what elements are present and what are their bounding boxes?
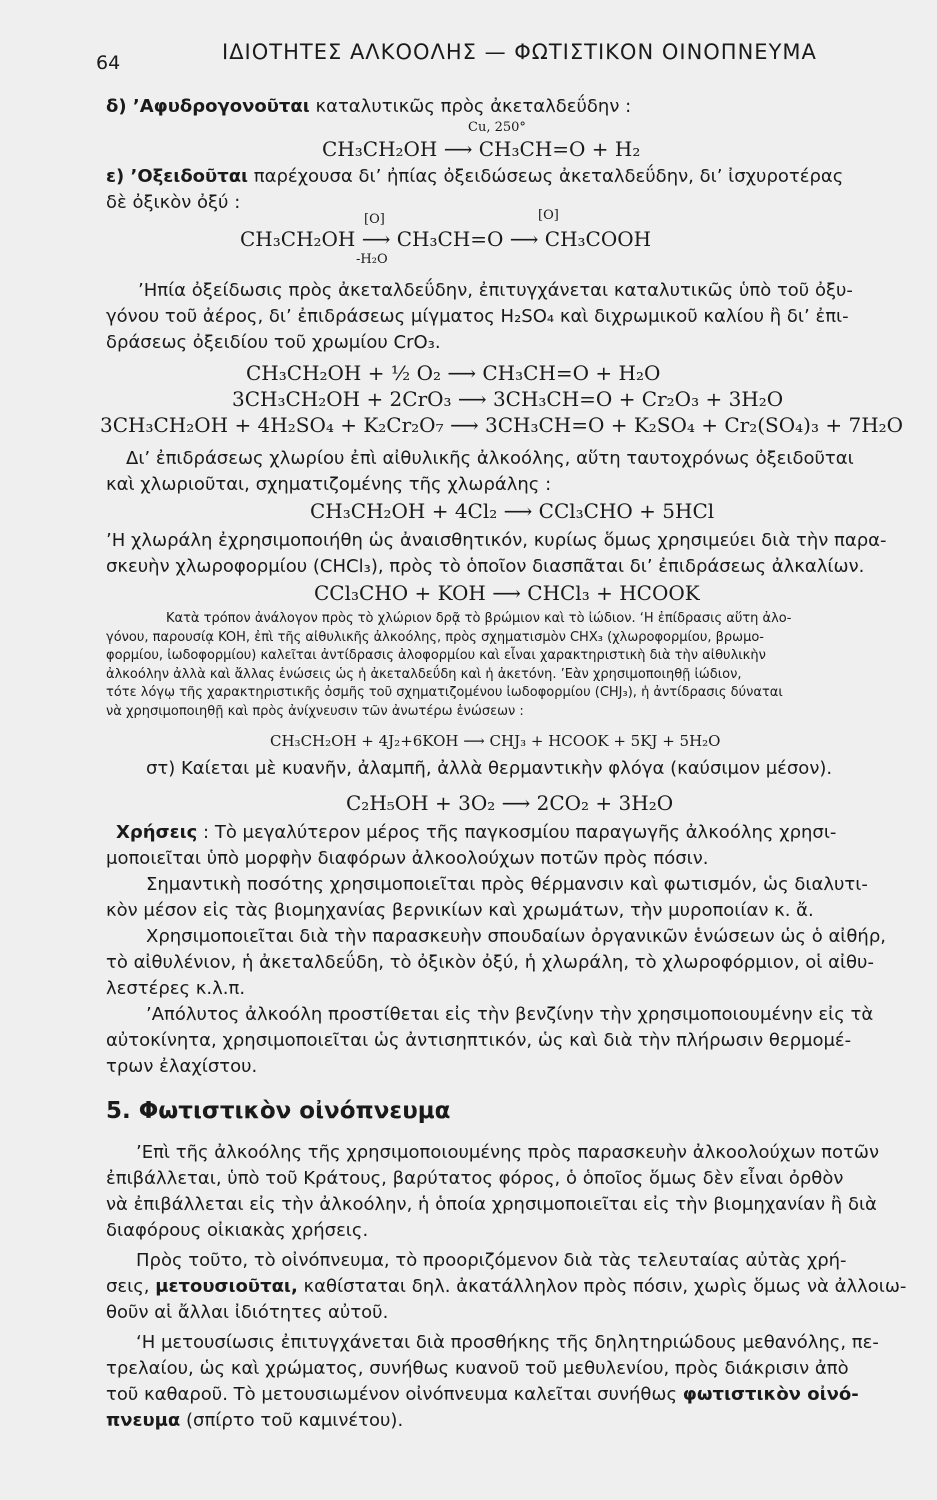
text-line: γόνου, παρουσίᾳ KOH, ἐπὶ τῆς αἰθυλικῆς ἀλκοόλης, πρὸς σχηματισμὸν CHX₃ (χλωροφορμίου, βρωμο- [106,629,764,645]
chlorine-equation: CH₃CH₂OH + 4Cl₂ ⟶ CCl₃CHO + 5HCl [310,499,715,523]
section-d-line [106,94,926,120]
text-line: διαφόρους οἰκιακὰς χρήσεις. [106,1220,369,1241]
text-line: Χρησιμοποιεῖται διὰ τὴν παρασκευὴν σπουδαίων ὀργανικῶν ἑνώσεων ὡς ὁ αἰθήρ, [146,926,886,947]
section-e-equation: CH₃CH₂OH ⟶ CH₃CH=O ⟶ CH₃COOH [240,227,652,251]
section-e-line1: παρέχουσα δι’ ἠπίας ὀξειδώσεως ἀκεταλδεΰδην, δι’ ἰσχυροτέρας [248,166,844,187]
text-line: ‘Η μετουσίωσις ἐπιτυγχάνεται διὰ προσθήκης τῆς δηλητηριώδους μεθανόλης, πε- [136,1332,879,1353]
text-line: : Τὸ μεγαλύτερον μέρος τῆς παγκοσμίου παραγωγῆς ἀλκοόλης χρησι- [197,822,837,843]
equation-mild-3: 3CH₃CH₂OH + 4H₂SO₄ + K₂Cr₂O₇ ⟶ 3CH₃CH=O + K₂SO₄ + Cr₂(SO₄)₃ + 7H₂O [100,413,904,437]
section-5-para-3 [106,1330,926,1434]
text-line: καὶ χλωριοῦται, σχηματιζομένης τῆς χλωράλης : [106,474,552,495]
text-line: ’Απόλυτος ἀλκοόλη προστίθεται εἰς τὴν βενζίνην τὴν χρησιμοποιουμένην εἰς τὰ [146,1004,874,1025]
text-line: ’Η χλωράλη ἐχρησιμοποιήθη ὡς ἀναισθητικόν, κυρίως ὅμως χρησιμεύει διὰ τὴν παρα- [106,530,887,551]
text-line: ’Επὶ τῆς ἀλκοόλης τῆς χρησιμοποιουμένης πρὸς παρασκευὴν ἀλκοολούχων ποτῶν [136,1142,879,1163]
section-d-text: καταλυτικῶς πρὸς ἀκεταλδεΰδην : [309,96,632,117]
section-st-line: στ) Καίεται μὲ κυανῆν, ἀλαμπῆ, ἀλλὰ θερμαντικὴν φλόγα (καύσιμον μέσον). [146,758,833,779]
section-d-condition: Cu, 250° [468,120,526,135]
text-line: Κατὰ τρόπον ἀνάλογον πρὸς τὸ χλώριον δρᾷ τὸ βρώμιον καὶ τὸ ἰώδιον. ‘Η ἐπίδρασις αὕτη ἀλο- [166,611,792,626]
text-line: τρελαίου, ὡς καὶ χρώματος, συνήθως κυανοῦ τοῦ μεθυλενίου, πρὸς διάκρισιν ἀπὸ [106,1358,849,1379]
text-line: θοῦν αἱ ἄλλαι ἰδιότητες αὐτοῦ. [106,1302,389,1323]
minus-water-label: -H₂O [356,252,388,267]
running-header: ΙΔΙΟΤΗΤΕΣ ΑΛΚΟΟΛΗΣ — ΦΩΤΙΣΤΙΚΟΝ ΟΙΝΟΠΝΕΥΜΑ [222,40,817,64]
chloral-para [106,528,926,580]
text-line: τὸ αἰθυλένιον, ἡ ἀκεταλδεΰδη, τὸ ὀξικὸν ὀξύ, ἡ χλωράλη, τὸ χλωροφόρμιον, οἱ αἰθυ- [106,952,874,973]
text-line: μοποιεῖται ὑπὸ μορφὴν διαφόρων ἀλκοολούχων ποτῶν πρὸς πόσιν. [106,848,709,869]
oxidant-label-1: [O] [364,212,385,227]
combustion-equation: C₂H₅OH + 3O₂ ⟶ 2CO₂ + 3H₂O [346,791,674,815]
section-e-para [106,164,926,216]
bold-term: μετουσιοῦται, [155,1276,298,1297]
text-line: σεις, [106,1276,156,1297]
text-line: ἀλκοόλην ἀλλὰ καὶ ἄλλας ἑνώσεις ὡς ἡ ἀκεταλδεΰδη καὶ ἡ ἀκετόνη. ’Εὰν χρησιμοποιηθῇ ἰώδιον, [106,666,742,682]
text-line: φορμίου, ἰωδοφορμίου) καλεῖται ἀντίδρασις ἀλοφορμίου καὶ εἶναι χαρακτηριστικὴ διὰ τὴν αἰθυλικὴν [106,648,766,663]
text-line: λεστέρες κ.λ.π. [106,978,246,999]
bold-term: πνευμα [106,1410,181,1431]
page-number: 64 [96,52,121,74]
section-e-label: ε) ’Οξειδοῦται [106,166,249,187]
text-line: τότε λόγῳ τῆς χαρακτηριστικῆς ὀσμῆς τοῦ σχηματιζομένου ἰωδοφορμίου (CHJ₃), ἡ ἀντίδρασις δύναται [106,685,783,700]
text-line: νὰ χρησιμοποιηθῇ καὶ πρὸς ἀνίχνευσιν τῶν ἀνωτέρω ἑνώσεων : [106,703,524,719]
uses-para [106,820,926,1080]
text-line: ’Ηπία ὀξείδωσις πρὸς ἀκεταλδεΰδην, ἐπιτυγχάνεται καταλυτικῶς ὑπὸ τοῦ ὀξυ- [138,280,853,301]
section-e-line2: δὲ ὀξικὸν ὀξύ : [106,192,241,213]
text-line: σκευὴν χλωροφορμίου (CHCl₃), πρὸς τὸ ὁποῖον διασπᾶται δι’ ἐπιδράσεως ἀλκαλίων. [106,556,865,577]
mild-oxidation-para [106,278,926,356]
text-line: δράσεως ὀξειδίου τοῦ χρωμίου CrO₃. [106,332,441,353]
section-d-label: δ) ’Αφυδρογονοῦται [106,96,310,117]
text-line: τοῦ καθαροῦ. Τὸ μετουσιωμένον οἰνόπνευμα καλεῖται συνήθως [106,1384,683,1405]
text-line: νὰ ἐπιβάλλεται εἰς τὴν ἀλκοόλην, ἡ ὁποία χρησιμοποιεῖται εἰς τὴν βιομηχανίαν ἢ διὰ [106,1194,877,1215]
equation-mild-1: CH₃CH₂OH + ½ O₂ ⟶ CH₃CH=O + H₂O [246,361,661,385]
text-line: ἐπιβάλλεται, ὑπὸ τοῦ Κράτους, βαρύτατος φόρος, ὁ ὁποῖος ὅμως δὲν εἶναι ὀρθὸν [106,1168,844,1189]
text-line: Πρὸς τοῦτο, τὸ οἰνόπνευμα, τὸ προοριζόμενον διὰ τὰς τελευταίας αὐτὰς χρή- [136,1250,847,1271]
text-line: Σημαντικὴ ποσότης χρησιμοποιεῖται πρὸς θέρμανσιν καὶ φωτισμόν, ὡς διαλυτι- [146,874,868,895]
text-line: τρων ἐλαχίστου. [106,1056,258,1077]
section-d-equation: CH₃CH₂OH ⟶ CH₃CH=O + H₂ [322,137,641,161]
section-5-title: 5. Φωτιστικὸν οἰνόπνευμα [106,1098,451,1124]
uses-label: Χρήσεις [116,822,198,843]
chlorine-para [106,446,926,498]
text-line: γόνου τοῦ ἀέρος, δι’ ἐπιδράσεως μίγματος H₂SO₄ καὶ διχρωμικοῦ καλίου ἢ δι’ ἐπι- [106,306,849,327]
text-line: (σπίρτο τοῦ καμινέτου). [180,1410,404,1431]
iodoform-note [106,610,926,721]
text-line: καθίσταται δηλ. ἀκατάλληλον πρὸς πόσιν, χωρὶς ὅμως νὰ ἀλλοιω- [297,1276,907,1297]
section-5-para-2 [106,1248,926,1326]
oxidant-label-2: [O] [538,208,559,223]
iodoform-equation: CH₃CH₂OH + 4J₂+6KOH ⟶ CHJ₃ + HCOOK + 5KJ + 5H₂O [270,732,721,750]
text-line: αὐτοκίνητα, χρησιμοποιεῖται ὡς ἀντισηπτικόν, ὡς καὶ διὰ τὴν πλήρωσιν θερμομέ- [106,1030,852,1051]
bold-term: φωτιστικὸν οἰνό- [682,1384,859,1405]
text-line: Δι’ ἐπιδράσεως χλωρίου ἐπὶ αἰθυλικῆς ἀλκοόλης, αὕτη ταυτοχρόνως ὀξειδοῦται [126,448,854,469]
chloral-equation: CCl₃CHO + KOH ⟶ CHCl₃ + HCOOK [314,581,700,605]
text-line: κὸν μέσον εἰς τὰς βιομηχανίας βερνικίων καὶ χρωμάτων, τὴν μυροποιίαν κ. ἄ. [106,900,814,921]
section-5-para-1 [106,1140,926,1244]
equation-mild-2: 3CH₃CH₂OH + 2CrO₃ ⟶ 3CH₃CH=O + Cr₂O₃ + 3H₂O [232,387,784,411]
